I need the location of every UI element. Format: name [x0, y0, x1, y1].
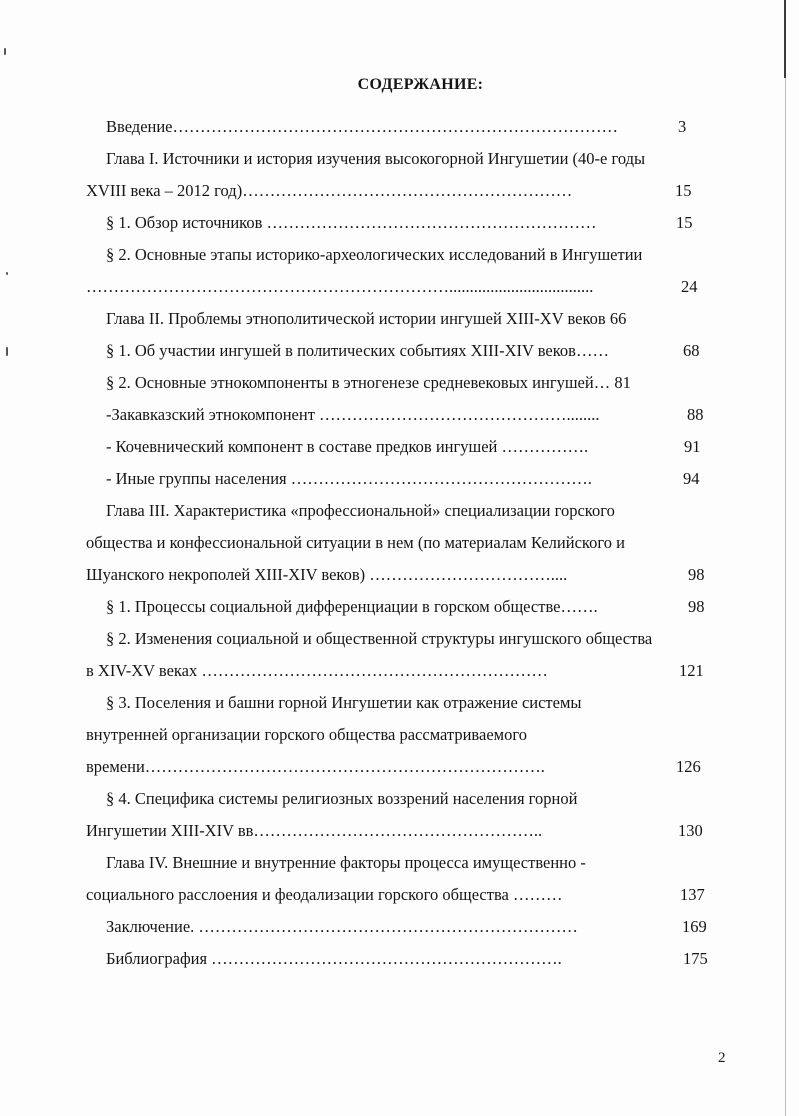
toc-entry-page: 175: [683, 949, 708, 968]
toc-entry: Шуанского некрополей XIII-XIV веков) ……………………………....: [86, 565, 568, 584]
toc-entry-page: 15: [676, 213, 693, 232]
toc-entry-page: 130: [678, 821, 703, 840]
toc-entry: внутренней организации горского общества рассматриваемого: [86, 725, 527, 744]
toc-entry: XVIII века – 2012 год)……………………………………………………: [86, 181, 573, 200]
toc-entry: Ингушетии XIII-XIV вв……………………………………………..: [86, 821, 543, 840]
toc-entry: § 2. Основные этапы историко-археологических исследований в Ингушетии: [106, 245, 643, 264]
toc-title: СОДЕРЖАНИЕ:: [357, 76, 484, 93]
toc-entry: § 1. Об участии ингушей в политических событиях XIII-XIV веков……: [106, 341, 609, 360]
toc-entry-page: 24: [681, 277, 698, 296]
toc-entry: - Кочевнический компонент в составе предков ингушей …………….: [106, 437, 589, 456]
toc-entry: …………………………………………………………...................................: [86, 277, 594, 296]
toc-entry: § 2. Изменения социальной и общественной структуры ингушского общества: [106, 629, 653, 648]
toc-entry: § 1. Обзор источников ……………………………………………………: [106, 213, 597, 232]
toc-entry: Библиография ……………………………………………………….: [106, 949, 562, 968]
scan-speck: [6, 347, 8, 356]
scan-edge-line: [784, 0, 786, 78]
toc-entry-page: 91: [684, 437, 701, 456]
toc-entry-page: 98: [688, 565, 705, 584]
toc-entry: § 1. Процессы социальной дифференциации в горском обществе…….: [106, 597, 598, 616]
toc-entry-page: 121: [679, 661, 704, 680]
toc-entry: - Иные группы населения ……………………………………………….: [106, 469, 592, 488]
toc-entry-page: 98: [688, 597, 705, 616]
toc-entry: Введение………………………………………………………………………: [106, 117, 619, 136]
toc-entry: Глава II. Проблемы этнополитической истории ингушей XIII-XV веков 66: [106, 309, 627, 328]
toc-entry-page: 88: [687, 405, 704, 424]
toc-entry-page: 169: [682, 917, 707, 936]
toc-entry: Глава III. Характеристика «профессиональной» специализации горского: [106, 501, 615, 520]
toc-entry: § 3. Поселения и башни горной Ингушетии как отражение системы: [106, 693, 582, 712]
toc-entry-page: 126: [676, 757, 701, 776]
toc-entry: Заключение. ……………………………………………………………: [106, 917, 578, 936]
toc-entry-page: 15: [675, 181, 692, 200]
toc-entry-page: 68: [683, 341, 700, 360]
toc-entry: социального расслоения и феодализации горского общества ………: [86, 885, 563, 904]
toc-entry: общества и конфессиональной ситуации в нем (по материалам Келийского и: [86, 533, 625, 552]
toc-entry: времени……………………………………………………………….: [86, 757, 545, 776]
page-number: 2: [718, 1050, 726, 1066]
toc-entry-page: 94: [683, 469, 700, 488]
toc-entry: -Закавказский этнокомпонент ………………………………………........: [106, 405, 600, 424]
toc-entry: § 4. Специфика системы религиозных воззрений населения горной: [106, 789, 578, 808]
scan-edge-line-lower: [785, 78, 786, 1116]
toc-entry: Глава IV. Внешние и внутренние факторы процесса имущественно -: [106, 853, 586, 872]
toc-entry-page: 3: [678, 117, 687, 136]
toc-entry: в XIV-XV веках ………………………………………………………: [86, 661, 548, 680]
toc-entry-page: 137: [680, 885, 705, 904]
toc-entry: Глава I. Источники и история изучения высокогорной Ингушетии (40-е годы: [106, 149, 646, 168]
scan-speck: [6, 272, 8, 275]
scan-speck: [4, 48, 6, 55]
toc-entry: § 2. Основные этнокомпоненты в этногенезе средневековых ингушей… 81: [106, 373, 631, 392]
